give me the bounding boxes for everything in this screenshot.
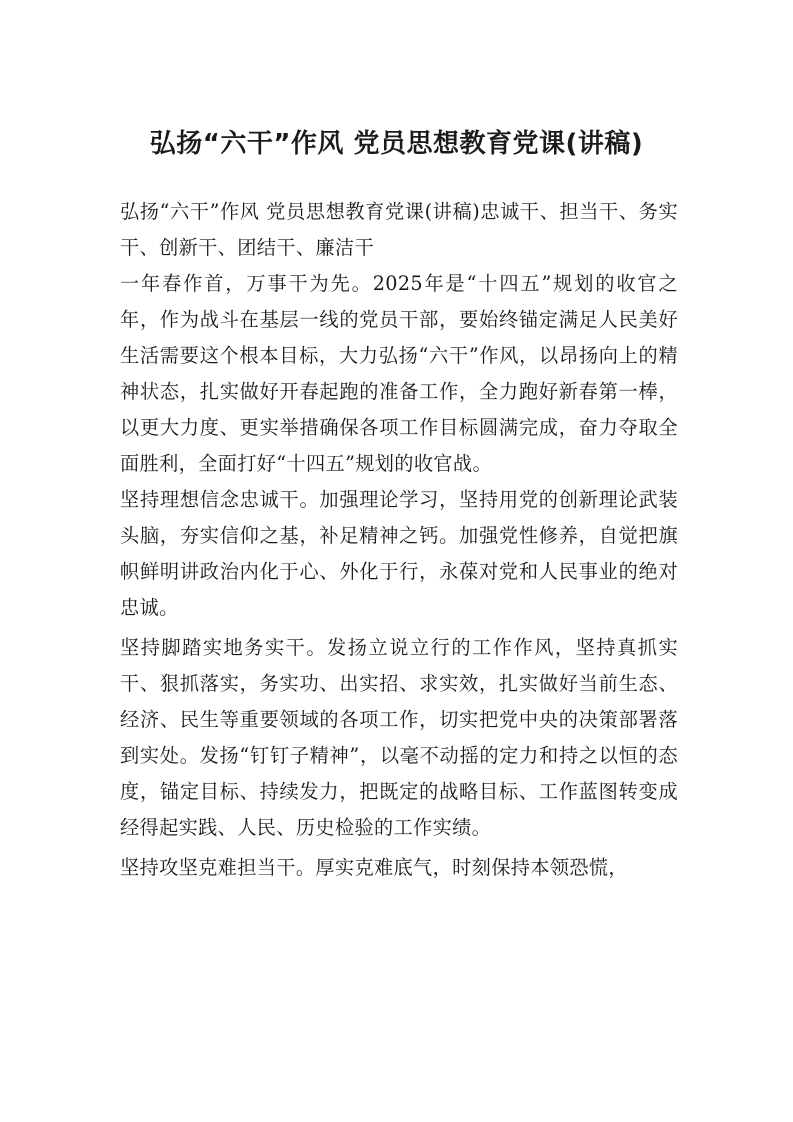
paragraph-intro: 一年春作首，万事干为先。2025年是“十四五”规划的收官之年，作为战斗在基层一线的党员干部，要始终锚定满足人民美好生活需要这个根本目标，大力弘扬“六干”作风，以昂扬向上的精神状态，扎实做好开春起跑的准备工作，全力跑好新春第一棒，以更大力度、更实举措确保各项工作目标圆满完成，奋力夺取全面胜利，全面打好“十四五”规划的收官战。 — [120, 272, 678, 475]
document-body — [120, 194, 678, 886]
paragraph-loyalty: 坚持理想信念忠诚干。加强理论学习，坚持用党的创新理论武装头脑，夯实信仰之基，补足精神之钙。加强党性修养，自觉把旗帜鲜明讲政治内化于心、外化于行，永葆对党和人民事业的绝对忠诚。 — [120, 488, 678, 619]
paragraph-practical: 坚持脚踏实地务实干。发扬立说立行的工作作风，坚持真抓实干、狠抓落实，务实功、出实招、求实效，扎实做好当前生态、经济、民生等重要领域的各项工作，切实把党中央的决策部署落到实处。发扬“钉钉子精神”，以毫不动摇的定力和持之以恒的态度，锚定目标、持续发力，把既定的战略目标、工作蓝图转变成经得起实践、人民、历史检验的工作实绩。 — [120, 636, 678, 839]
paragraph-responsibility: 坚持攻坚克难担当干。厚实克难底气，时刻保持本领恐慌， — [120, 856, 628, 879]
document-title: 弘扬“六干”作风 党员思想教育党课(讲稿) — [149, 129, 644, 159]
paragraph-subtitle: 弘扬“六干”作风 党员思想教育党课(讲稿)忠诚干、担当干、务实干、创新干、团结干、廉洁干 — [120, 200, 678, 259]
